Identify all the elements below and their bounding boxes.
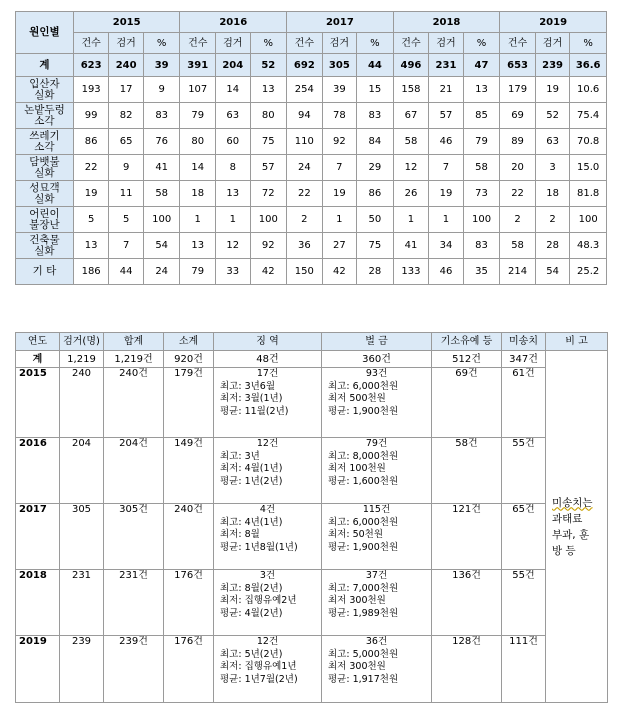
header-fine: 벌 금 [322, 333, 432, 351]
cause-label: 건축물 실화 [16, 233, 74, 259]
prison-max: 최고: 3년6월 [220, 380, 276, 392]
value-cell: 50 [357, 207, 394, 233]
value-cell: 12 [393, 155, 429, 181]
subcolumn-header: % [250, 33, 287, 54]
year-cell: 2018 [16, 570, 60, 636]
value-cell: 231 [429, 54, 464, 77]
total-fine: 360건 [322, 351, 432, 368]
value-cell: 54 [535, 259, 570, 285]
subtotal-cell: 176건 [164, 636, 214, 703]
value-cell: 89 [500, 129, 536, 155]
value-cell: 57 [250, 155, 287, 181]
fine-cell [322, 438, 432, 504]
fine-min: 최저 300천원 [328, 661, 386, 672]
prison-count: 12건 [256, 636, 279, 647]
suspended-cell: 69건 [432, 368, 502, 438]
value-cell: 107 [180, 77, 216, 103]
value-cell: 60 [216, 129, 251, 155]
value-cell: 28 [535, 233, 570, 259]
total-row [16, 54, 607, 77]
value-cell: 7 [109, 233, 144, 259]
unsent-cell: 61건 [502, 368, 546, 438]
cause-label: 입산자 실화 [16, 77, 74, 103]
prosecution-table [15, 332, 608, 703]
value-cell: 100 [570, 207, 607, 233]
cause-row [16, 103, 607, 129]
unsent-cell: 55건 [502, 438, 546, 504]
prison-max: 최고: 4년(1년) [220, 516, 283, 528]
arrested-cell: 305 [60, 504, 104, 570]
prison-min: 최저: 집행유예1년 [220, 661, 297, 672]
year-row [16, 368, 608, 438]
value-cell: 24 [287, 155, 323, 181]
cause-label: 논밭두렁 소각 [16, 103, 74, 129]
value-cell: 18 [180, 181, 216, 207]
prison-max: 최고: 8월(2년) [220, 582, 283, 594]
value-cell: 69 [500, 103, 536, 129]
value-cell: 36.6 [570, 54, 607, 77]
value-cell: 44 [357, 54, 394, 77]
fine-avg: 평균: 1,989천원 [328, 607, 399, 619]
year-row [16, 636, 608, 703]
value-cell: 1 [393, 207, 429, 233]
value-cell: 100 [250, 207, 287, 233]
header-prison: 징 역 [214, 333, 322, 351]
value-cell: 1 [429, 207, 464, 233]
unsent-cell: 111건 [502, 636, 546, 703]
year-header: 2017 [287, 12, 394, 33]
arrested-cell: 239 [60, 636, 104, 703]
header-subtotal: 소계 [164, 333, 214, 351]
prison-avg: 평균: 11월(2년) [220, 405, 289, 417]
fine-min: 최저 300천원 [328, 595, 386, 606]
value-cell: 67 [393, 103, 429, 129]
value-cell: 80 [180, 129, 216, 155]
value-cell: 5 [109, 207, 144, 233]
value-cell: 186 [73, 259, 109, 285]
value-cell: 5 [73, 207, 109, 233]
fine-count: 79건 [365, 438, 388, 449]
subcolumn-header: 검거 [109, 33, 144, 54]
value-cell: 19 [535, 77, 570, 103]
arrested-cell: 204 [60, 438, 104, 504]
year-header: 2018 [393, 12, 500, 33]
value-cell: 18 [535, 181, 570, 207]
subcolumn-header: % [143, 33, 180, 54]
prison-cell [214, 570, 322, 636]
suspended-cell: 128건 [432, 636, 502, 703]
cause-row [16, 207, 607, 233]
value-cell: 70.8 [570, 129, 607, 155]
value-cell: 41 [393, 233, 429, 259]
subtotal-cell: 179건 [164, 368, 214, 438]
value-cell: 75 [357, 233, 394, 259]
cause-statistics-table [15, 11, 607, 285]
fine-avg: 평균: 1,600천원 [328, 475, 399, 487]
value-cell: 79 [180, 103, 216, 129]
year-cell: 2015 [16, 368, 60, 438]
value-cell: 57 [429, 103, 464, 129]
header-arrested: 검거(명) [60, 333, 104, 351]
value-cell: 58 [393, 129, 429, 155]
fine-max: 최고: 7,000천원 [328, 582, 399, 594]
value-cell: 17 [109, 77, 144, 103]
cause-row [16, 129, 607, 155]
year-header: 2015 [73, 12, 180, 33]
suspended-cell: 58건 [432, 438, 502, 504]
value-cell: 204 [216, 54, 251, 77]
fine-avg: 평균: 1,900천원 [328, 541, 399, 553]
suspended-cell: 136건 [432, 570, 502, 636]
prison-max: 최고: 5년(2년) [220, 648, 283, 660]
cause-label: 어린이 불장난 [16, 207, 74, 233]
prison-cell [214, 504, 322, 570]
value-cell: 21 [429, 77, 464, 103]
unsent-cell: 55건 [502, 570, 546, 636]
value-cell: 35 [463, 259, 500, 285]
value-cell: 52 [535, 103, 570, 129]
cause-label: 담뱃불 실화 [16, 155, 74, 181]
value-cell: 54 [143, 233, 180, 259]
cause-label: 성묘객 실화 [16, 181, 74, 207]
total-arrested: 1,219 [60, 351, 104, 368]
sum-cell: 240건 [104, 368, 164, 438]
value-cell: 1 [216, 207, 251, 233]
value-cell: 52 [250, 54, 287, 77]
cause-row [16, 233, 607, 259]
header-year: 연도 [16, 333, 60, 351]
value-cell: 84 [357, 129, 394, 155]
year-row [16, 438, 608, 504]
value-cell: 2 [535, 207, 570, 233]
total-sum: 1,219건 [104, 351, 164, 368]
value-cell: 13 [180, 233, 216, 259]
subcolumn-header: 건수 [287, 33, 323, 54]
subcolumn-header: 검거 [216, 33, 251, 54]
year-header: 2019 [500, 12, 607, 33]
value-cell: 13 [463, 77, 500, 103]
prison-avg: 평균: 4월(2년) [220, 607, 283, 619]
year-cell: 2019 [16, 636, 60, 703]
total-unsent: 347건 [502, 351, 546, 368]
value-cell: 19 [429, 181, 464, 207]
value-cell: 13 [73, 233, 109, 259]
value-cell: 158 [393, 77, 429, 103]
fine-count: 36건 [365, 636, 388, 647]
prison-min: 최저: 집행유예2년 [220, 595, 297, 606]
sum-cell: 204건 [104, 438, 164, 504]
fine-min: 최저 500천원 [328, 393, 386, 404]
header-sum: 합계 [104, 333, 164, 351]
prison-count: 3건 [259, 570, 276, 581]
value-cell: 623 [73, 54, 109, 77]
subcolumn-header: 건수 [393, 33, 429, 54]
fine-min: 최저: 50천원 [328, 529, 384, 540]
subcolumn-header: 건수 [73, 33, 109, 54]
value-cell: 39 [143, 54, 180, 77]
value-cell: 10.6 [570, 77, 607, 103]
cause-row [16, 77, 607, 103]
value-cell: 25.2 [570, 259, 607, 285]
prison-avg: 평균: 1년(2년) [220, 475, 283, 487]
value-cell: 8 [216, 155, 251, 181]
sum-cell: 305건 [104, 504, 164, 570]
value-cell: 58 [143, 181, 180, 207]
value-cell: 100 [463, 207, 500, 233]
value-cell: 86 [357, 181, 394, 207]
value-cell: 47 [463, 54, 500, 77]
value-cell: 44 [109, 259, 144, 285]
subtotal-cell: 176건 [164, 570, 214, 636]
value-cell: 13 [216, 181, 251, 207]
value-cell: 239 [535, 54, 570, 77]
prison-cell [214, 368, 322, 438]
total-row [16, 351, 608, 368]
subcolumn-header: 건수 [500, 33, 536, 54]
value-cell: 63 [216, 103, 251, 129]
header-suspended: 기소유예 등 [432, 333, 502, 351]
sum-cell: 239건 [104, 636, 164, 703]
value-cell: 15.0 [570, 155, 607, 181]
fine-cell [322, 636, 432, 703]
value-cell: 33 [216, 259, 251, 285]
value-cell: 36 [287, 233, 323, 259]
fine-min: 최저 100천원 [328, 463, 386, 474]
fine-count: 115건 [362, 504, 391, 515]
value-cell: 81.8 [570, 181, 607, 207]
total-subtotal: 920건 [164, 351, 214, 368]
total-label: 계 [16, 351, 60, 368]
value-cell: 46 [429, 259, 464, 285]
value-cell: 240 [109, 54, 144, 77]
value-cell: 46 [429, 129, 464, 155]
value-cell: 79 [180, 259, 216, 285]
note-line: 미송치는 [552, 496, 593, 509]
value-cell: 80 [250, 103, 287, 129]
fine-count: 93건 [365, 368, 388, 379]
value-cell: 34 [429, 233, 464, 259]
total-prison: 48건 [214, 351, 322, 368]
value-cell: 179 [500, 77, 536, 103]
year-cell: 2017 [16, 504, 60, 570]
value-cell: 2 [500, 207, 536, 233]
value-cell: 83 [463, 233, 500, 259]
prison-cell [214, 636, 322, 703]
cause-label: 쓰레기 소각 [16, 129, 74, 155]
value-cell: 39 [322, 77, 357, 103]
value-cell: 79 [463, 129, 500, 155]
suspended-cell: 121건 [432, 504, 502, 570]
cause-row [16, 155, 607, 181]
subcolumn-header: % [463, 33, 500, 54]
fine-max: 최고: 8,000천원 [328, 450, 399, 462]
subcolumn-header: 건수 [180, 33, 216, 54]
fine-cell [322, 570, 432, 636]
value-cell: 63 [535, 129, 570, 155]
value-cell: 82 [109, 103, 144, 129]
value-cell: 85 [463, 103, 500, 129]
unsent-cell: 65건 [502, 504, 546, 570]
value-cell: 28 [357, 259, 394, 285]
value-cell: 83 [357, 103, 394, 129]
corner-header: 원인별 [16, 12, 74, 54]
value-cell: 92 [250, 233, 287, 259]
prison-count: 12건 [256, 438, 279, 449]
value-cell: 65 [109, 129, 144, 155]
header-unsent: 미송치 [502, 333, 546, 351]
subtotal-cell: 149건 [164, 438, 214, 504]
value-cell: 1 [322, 207, 357, 233]
value-cell: 1 [180, 207, 216, 233]
cause-row [16, 181, 607, 207]
note-line: 방 등 [552, 544, 576, 557]
arrested-cell: 240 [60, 368, 104, 438]
year-cell: 2016 [16, 438, 60, 504]
value-cell: 11 [109, 181, 144, 207]
sum-cell: 231건 [104, 570, 164, 636]
subcolumn-header: 검거 [535, 33, 570, 54]
value-cell: 150 [287, 259, 323, 285]
value-cell: 3 [535, 155, 570, 181]
value-cell: 72 [250, 181, 287, 207]
value-cell: 86 [73, 129, 109, 155]
prison-cell [214, 438, 322, 504]
value-cell: 27 [322, 233, 357, 259]
subtotal-cell: 240건 [164, 504, 214, 570]
value-cell: 12 [216, 233, 251, 259]
value-cell: 20 [500, 155, 536, 181]
value-cell: 13 [250, 77, 287, 103]
value-cell: 42 [322, 259, 357, 285]
cause-label: 계 [16, 54, 74, 77]
note-line: 과태료 [552, 512, 583, 525]
year-header-row [16, 12, 607, 33]
value-cell: 22 [500, 181, 536, 207]
value-cell: 58 [463, 155, 500, 181]
fine-max: 최고: 6,000천원 [328, 380, 399, 392]
prison-count: 4건 [259, 504, 276, 515]
value-cell: 22 [73, 155, 109, 181]
note-line: 부과, 훈 [552, 528, 590, 541]
value-cell: 75.4 [570, 103, 607, 129]
prison-min: 최저: 3월(1년) [220, 393, 283, 404]
value-cell: 58 [500, 233, 536, 259]
value-cell: 76 [143, 129, 180, 155]
year-row [16, 570, 608, 636]
fine-count: 37건 [365, 570, 388, 581]
subcolumn-header: % [357, 33, 394, 54]
value-cell: 78 [322, 103, 357, 129]
note-cell [546, 351, 608, 703]
fine-cell [322, 504, 432, 570]
value-cell: 9 [143, 77, 180, 103]
value-cell: 48.3 [570, 233, 607, 259]
cause-label: 기 타 [16, 259, 74, 285]
arrested-cell: 231 [60, 570, 104, 636]
value-cell: 19 [322, 181, 357, 207]
value-cell: 19 [73, 181, 109, 207]
fine-avg: 평균: 1,900천원 [328, 405, 399, 417]
value-cell: 193 [73, 77, 109, 103]
value-cell: 7 [429, 155, 464, 181]
prison-min: 최저: 8월 [220, 529, 260, 540]
value-cell: 133 [393, 259, 429, 285]
value-cell: 214 [500, 259, 536, 285]
value-cell: 42 [250, 259, 287, 285]
value-cell: 254 [287, 77, 323, 103]
value-cell: 92 [322, 129, 357, 155]
fine-max: 최고: 6,000천원 [328, 516, 399, 528]
header-note: 비 고 [546, 333, 608, 351]
value-cell: 14 [216, 77, 251, 103]
prison-max: 최고: 3년 [220, 450, 260, 462]
value-cell: 496 [393, 54, 429, 77]
fine-cell [322, 368, 432, 438]
value-cell: 73 [463, 181, 500, 207]
value-cell: 94 [287, 103, 323, 129]
subcolumn-header: % [570, 33, 607, 54]
prison-avg: 평균: 1년7월(2년) [220, 673, 298, 685]
prison-avg: 평균: 1년8월(1년) [220, 541, 298, 553]
fine-avg: 평균: 1,917천원 [328, 673, 399, 685]
value-cell: 24 [143, 259, 180, 285]
prison-count: 17건 [256, 368, 279, 379]
value-cell: 391 [180, 54, 216, 77]
value-cell: 692 [287, 54, 323, 77]
value-cell: 9 [109, 155, 144, 181]
value-cell: 15 [357, 77, 394, 103]
fine-max: 최고: 5,000천원 [328, 648, 399, 660]
value-cell: 75 [250, 129, 287, 155]
total-suspended: 512건 [432, 351, 502, 368]
value-cell: 110 [287, 129, 323, 155]
subcolumn-header-row [16, 33, 607, 54]
year-row [16, 504, 608, 570]
header-row [16, 333, 608, 351]
value-cell: 26 [393, 181, 429, 207]
year-header: 2016 [180, 12, 287, 33]
value-cell: 7 [322, 155, 357, 181]
value-cell: 2 [287, 207, 323, 233]
subcolumn-header: 검거 [429, 33, 464, 54]
value-cell: 41 [143, 155, 180, 181]
value-cell: 305 [322, 54, 357, 77]
subcolumn-header: 검거 [322, 33, 357, 54]
value-cell: 29 [357, 155, 394, 181]
cause-row [16, 259, 607, 285]
prison-min: 최저: 4월(1년) [220, 463, 283, 474]
value-cell: 99 [73, 103, 109, 129]
value-cell: 83 [143, 103, 180, 129]
value-cell: 22 [287, 181, 323, 207]
value-cell: 653 [500, 54, 536, 77]
value-cell: 100 [143, 207, 180, 233]
value-cell: 14 [180, 155, 216, 181]
